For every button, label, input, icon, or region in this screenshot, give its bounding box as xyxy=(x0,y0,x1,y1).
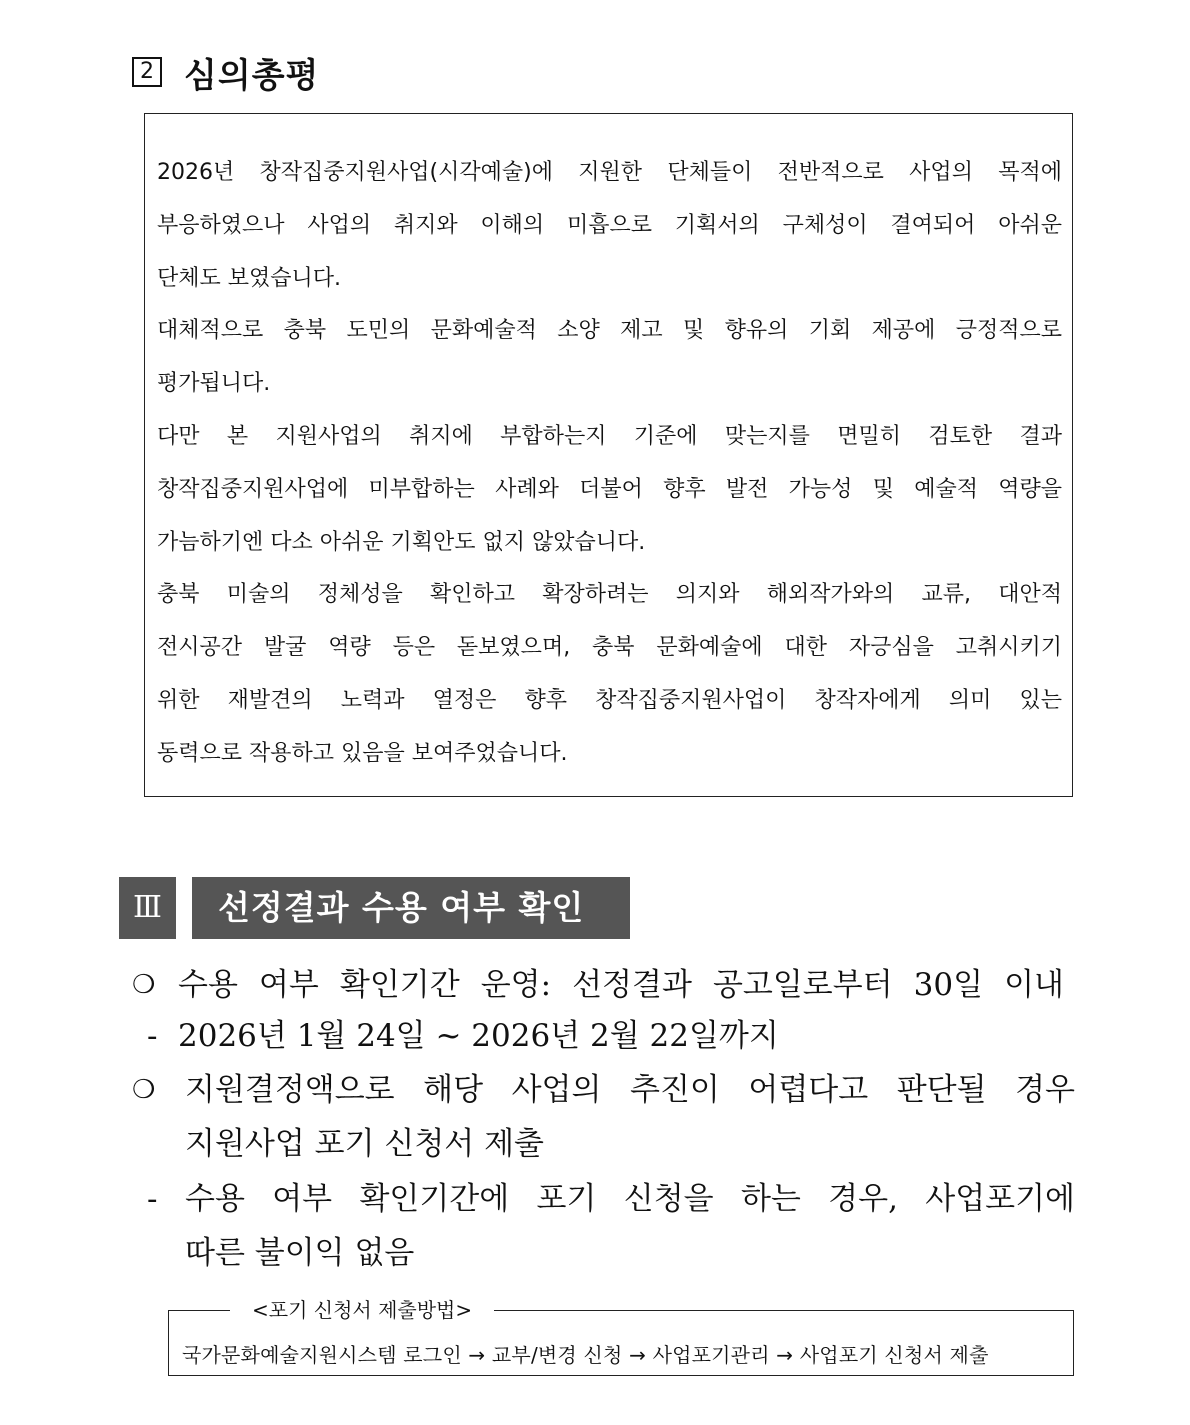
dash-icon: - xyxy=(147,1018,158,1054)
review-line: 가늠하기엔 다소 아쉬운 기획안도 없지 않았습니다. xyxy=(157,529,646,555)
review-line: 2026년 창작집중지원사업(시각예술)에 지원한 단체들이 전반적으로 사업의 목적에 xyxy=(157,160,1062,185)
submission-method-text: 국가문화예술지원시스템 로그인 → 교부/변경 신청 → 사업포기관리 → 사업포기 신청서 제출 xyxy=(182,1343,989,1367)
roman-numeral-box: Ⅲ xyxy=(119,877,176,939)
section-title: 심의총평 xyxy=(184,55,320,96)
item2-sub-line1: 수용 여부 확인기간에 포기 신청을 하는 경우, 사업포기에 xyxy=(185,1181,1075,1217)
section-number-box: 2 xyxy=(132,57,162,87)
review-line: 창작집중지원사업에 미부합하는 사례와 더불어 향후 발전 가능성 및 예술적 역량을 xyxy=(157,476,1062,502)
review-line: 위한 재발견의 노력과 열정은 향후 창작집중지원사업이 창작자에게 의미 있는 xyxy=(157,687,1062,713)
bullet-icon: ❍ xyxy=(132,1075,156,1105)
review-line: 충북 미술의 정체성을 확인하고 확장하려는 의지와 해외작가와의 교류, 대안적 xyxy=(157,582,1062,608)
section3-title: 선정결과 수용 여부 확인 xyxy=(192,877,630,939)
bullet-icon: ❍ xyxy=(132,970,156,1000)
item2-sub-line2: 따른 불이익 없음 xyxy=(185,1235,415,1271)
section2-header xyxy=(132,50,319,94)
item1-text: 수용 여부 확인기간 운영: 선정결과 공고일로부터 30일 이내 xyxy=(178,967,1064,1003)
submission-method-label: <포기 신청서 제출방법> xyxy=(230,1296,494,1324)
review-summary-box xyxy=(144,113,1073,797)
dash-icon: - xyxy=(147,1181,158,1217)
item1-sub-text: 2026년 1월 24일 ~ 2026년 2월 22일까지 xyxy=(178,1018,779,1054)
section3-header xyxy=(119,877,630,939)
review-line: 단체도 보였습니다. xyxy=(157,265,342,291)
review-line: 평가됩니다. xyxy=(157,371,271,397)
item2-text-line2: 지원사업 포기 신청서 제출 xyxy=(185,1126,544,1162)
review-line: 동력으로 작용하고 있음을 보여주었습니다. xyxy=(157,740,568,766)
review-line: 부응하였으나 사업의 취지와 이해의 미흡으로 기획서의 구체성이 결여되어 아쉬운 xyxy=(157,212,1062,238)
item2-text-line1: 지원결정액으로 해당 사업의 추진이 어렵다고 판단될 경우 xyxy=(185,1072,1075,1108)
review-line: 전시공간 발굴 역량 등은 돋보였으며, 충북 문화예술에 대한 자긍심을 고취시키기 xyxy=(157,635,1062,661)
review-line: 다만 본 지원사업의 취지에 부합하는지 기준에 맞는지를 면밀히 검토한 결과 xyxy=(157,423,1062,449)
review-line: 대체적으로 충북 도민의 문화예술적 소양 제고 및 향유의 기회 제공에 긍정적으로 xyxy=(157,318,1062,344)
